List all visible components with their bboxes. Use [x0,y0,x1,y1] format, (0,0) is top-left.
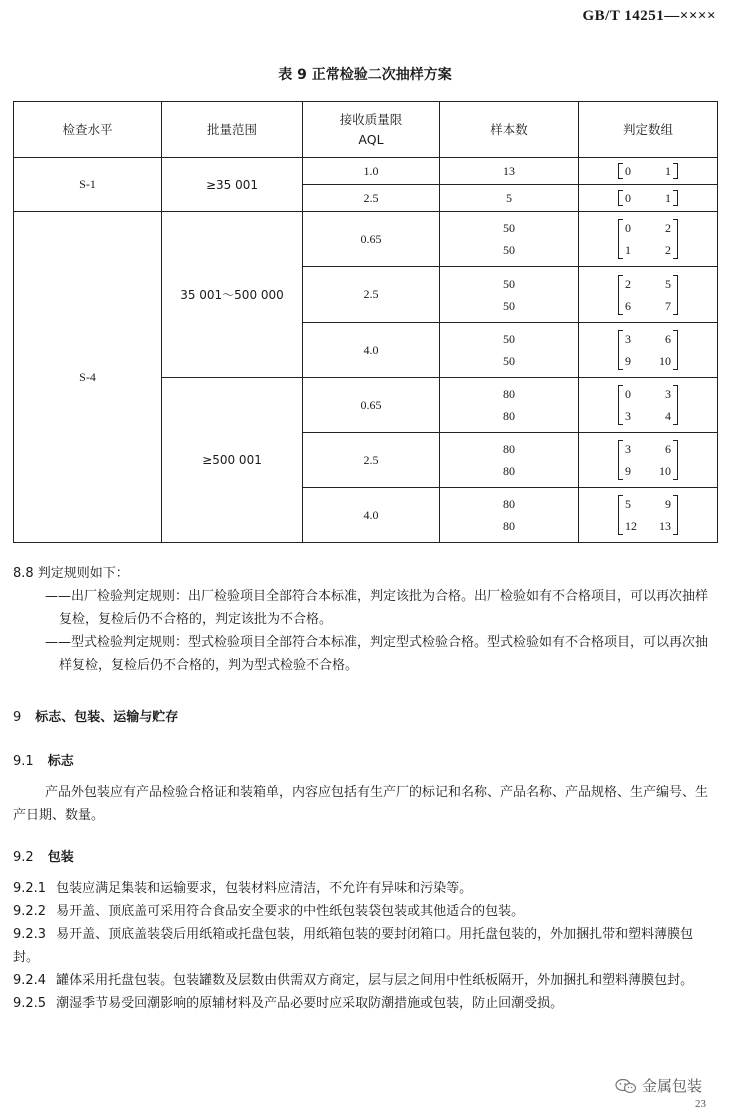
table-header-row [14,102,718,158]
col-header-aql-line1: 接收质量限 [339,111,403,127]
col-header-batch: 批量范围 [162,102,303,158]
decision-matrix: 2 5 6 7 [618,273,678,317]
col-header-samples: 样本数 [440,102,579,158]
level-cell: S-4 [14,212,162,543]
table-title: 表 9 正常检验二次抽样方案 [278,67,452,83]
section-9-1 [13,750,717,827]
matrix-cell [579,158,718,185]
section-8-8-title: 8.8 判定规则如下： [13,566,129,581]
batch-cell: 35 001～500 000 [162,212,303,378]
aql-cell: 0.65 [303,212,440,267]
wechat-icon [615,1078,637,1094]
samples-cell: 80 80 [440,378,579,433]
matrix-cell [579,433,718,488]
section-title: 标志 [47,754,74,769]
aql-cell: 4.0 [303,323,440,378]
table-row [14,212,718,267]
batch-cell: ≥500 001 [162,378,303,543]
samples-cell: 80 80 [440,433,579,488]
sampling-plan-table [13,101,718,543]
decision-matrix: 5 9 12 13 [618,493,678,537]
col-header-matrix: 判定数组 [579,102,718,158]
samples-cell: 50 50 [440,267,579,323]
watermark [615,1075,702,1096]
list-item: 9.2.5 潮湿季节易受回潮影响的原辅材料及产品必要时应采取防潮措施或包装，防止回潮受损。 [13,996,564,1011]
section-8-8 [13,562,717,677]
decision-matrix: 3 6 9 10 [618,328,678,372]
section-number: 9 [13,710,22,725]
paragraph: 产品外包装应有产品检验合格证和装箱单，内容应包括有生产厂的标记和名称、产品名称、产品规格、生产编号、生产日期、数量。 [13,785,709,823]
decision-matrix: 3 6 9 10 [618,438,678,482]
watermark-label: 金属包装 [641,1077,702,1095]
col-header-aql [303,102,440,158]
list-item: ——出厂检验判定规则：出厂检验项目全部符合本标准，判定该批为合格。出厂检验如有不合格项目，可以再次抽样复检，复检后仍不合格的，判定该批为不合格。 [45,589,709,627]
col-header-level: 检查水平 [14,102,162,158]
aql-cell: 2.5 [303,267,440,323]
col-header-aql-line2: AQL [358,131,384,147]
list-item: 9.2.3 易开盖、顶底盖装袋后用纸箱或托盘包装，用纸箱包装的要封闭箱口。用托盘包装的，外加捆扎带和塑料薄膜包封。 [13,927,694,965]
matrix-cell [579,267,718,323]
decision-matrix: 0 1 [618,188,678,208]
decision-matrix: 0 1 [618,161,678,181]
matrix-cell [579,378,718,433]
section-number: 9.2 [13,850,34,865]
table-row [14,158,718,185]
standard-code: GB/T 14251—×××× [582,8,716,24]
aql-cell: 2.5 [303,185,440,212]
page-number: 23 [695,1098,706,1110]
matrix-cell [579,212,718,267]
batch-cell: ≥35 001 [162,158,303,212]
decision-matrix: 0 3 3 4 [618,383,678,427]
aql-cell: 4.0 [303,488,440,543]
aql-cell: 0.65 [303,378,440,433]
samples-cell: 50 50 [440,212,579,267]
list-item: 9.2.2 易开盖、顶底盖可采用符合食品安全要求的中性纸包装袋包装或其他适合的包装。 [13,904,525,919]
list-item: ——型式检验判定规则：型式检验项目全部符合本标准，判定型式检验合格。型式检验如有不合格项目，可以再次抽样复检，复检后仍不合格的，判为型式检验不合格。 [45,635,709,673]
aql-cell: 1.0 [303,158,440,185]
samples-cell: 5 [440,185,579,212]
section-title: 标志、包装、运输与贮存 [35,710,179,725]
matrix-cell [579,185,718,212]
samples-cell: 80 80 [440,488,579,543]
list-item: 9.2.1 包装应满足集装和运输要求，包装材料应清洁，不允许有异味和污染等。 [13,881,473,896]
samples-cell: 13 [440,158,579,185]
section-title: 包装 [47,850,74,865]
matrix-cell [579,488,718,543]
section-9-2 [13,846,717,1015]
matrix-cell [579,323,718,378]
level-cell: S-1 [14,158,162,212]
aql-cell: 2.5 [303,433,440,488]
section-9-heading [13,706,717,729]
list-item: 9.2.4 罐体采用托盘包装。包装罐数及层数由供需双方商定，层与层之间用中性纸板隔开，外加捆扎和塑料薄膜包封。 [13,973,694,988]
decision-matrix: 0 2 1 2 [618,217,678,261]
samples-cell: 50 50 [440,323,579,378]
section-number: 9.1 [13,754,34,769]
